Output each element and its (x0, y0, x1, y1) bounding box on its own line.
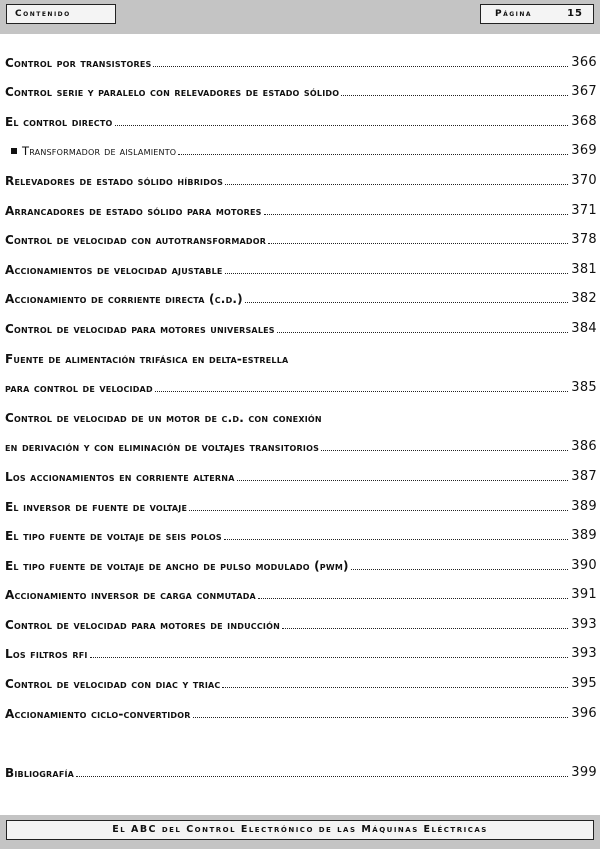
toc-entry-title-text: Control de velocidad para motores universales (5, 321, 275, 336)
dot-leader (225, 272, 569, 274)
toc-entry-title-text: en derivación y con eliminación de voltajes transitorios (5, 440, 320, 455)
dot-leader (222, 686, 568, 688)
dot-leader (341, 94, 568, 96)
toc-entry[interactable] (5, 165, 597, 195)
dot-leader (189, 509, 568, 511)
toc-entry-title-text: El tipo fuente de voltaje de seis polos (5, 529, 222, 544)
dot-leader (237, 479, 569, 481)
toc-entry-title (5, 676, 220, 698)
dot-leader (155, 390, 568, 392)
dot-leader (193, 716, 569, 718)
dot-leader (178, 153, 568, 155)
toc-entry-title (5, 232, 266, 254)
toc-entry[interactable] (5, 609, 597, 639)
dot-leader (115, 124, 569, 126)
toc-entry-page: 396 (571, 705, 597, 721)
toc-entry-title-text: El control directo (5, 114, 113, 129)
toc-entry-page: 393 (571, 646, 597, 662)
toc-entry-page: 381 (571, 261, 597, 277)
toc-entry[interactable] (5, 580, 597, 610)
toc-entry-title (5, 84, 339, 106)
toc-entry[interactable] (5, 373, 597, 403)
toc-entry-title (5, 351, 288, 373)
toc-entry[interactable] (5, 106, 597, 136)
toc-entry-title-text: Accionamiento ciclo-convertidor (5, 706, 191, 721)
toc-entry[interactable] (5, 254, 597, 284)
dot-leader (282, 627, 568, 629)
toc-entry[interactable] (5, 491, 597, 521)
toc-entry-page: 368 (571, 113, 597, 129)
toc-entry-title-text: Control de velocidad para motores de inducción (5, 617, 280, 632)
dot-leader (277, 331, 569, 333)
toc-entry-page: 382 (571, 291, 597, 307)
dot-leader (76, 775, 568, 777)
dot-leader (268, 242, 568, 244)
toc-entry-page: 390 (571, 557, 597, 573)
toc-entry-page: 369 (571, 143, 597, 159)
toc-entry[interactable] (5, 698, 597, 728)
toc-entry-title-text: Accionamiento de corriente directa (c.d.) (5, 292, 243, 307)
toc-entry-title-text: Relevadores de estado sólido híbridos (5, 173, 224, 188)
toc-entry[interactable] (5, 668, 597, 698)
toc-entry-title (5, 262, 223, 284)
toc-entry[interactable] (5, 757, 597, 787)
toc-entry-title-text: Control por transistores (5, 55, 152, 70)
toc-entry-title-text: Control serie y paralelo con relevadores de estado sólido (5, 85, 340, 100)
toc-entry-title-text: Transformador de aislamiento (22, 144, 177, 159)
toc-entry-title (5, 173, 223, 195)
toc-entry-page: 389 (571, 498, 597, 514)
dot-leader (321, 449, 568, 451)
toc-entry-page: 393 (571, 616, 597, 632)
toc-entry-title-text: Control de velocidad con autotransformador (5, 233, 267, 248)
page-footer (0, 815, 600, 849)
toc-entry-page: 395 (571, 676, 597, 692)
dot-leader (245, 301, 568, 303)
toc-entry-title-text: El inversor de fuente de voltaje (5, 499, 188, 514)
toc-entry-title-text: Accionamientos de velocidad ajustable (5, 262, 223, 277)
dot-leader (258, 597, 568, 599)
toc-entry-page: 386 (571, 439, 597, 455)
toc-entry[interactable] (5, 47, 597, 77)
toc-entry-title-text: Control de velocidad con diac y triac (5, 677, 221, 692)
toc-entry-title (5, 706, 191, 728)
toc-entry-page: 366 (571, 54, 597, 70)
toc-entry[interactable] (5, 313, 597, 343)
toc-entry-title-text: Bibliografía (5, 765, 75, 780)
toc-entry-title (5, 558, 349, 580)
dot-leader (351, 568, 569, 570)
toc-entry[interactable] (5, 521, 597, 551)
spacer (5, 728, 597, 758)
toc-entry[interactable] (5, 136, 597, 166)
dot-leader (90, 656, 569, 658)
toc-entry-title-text: Los accionamientos en corriente alterna (5, 469, 235, 484)
dot-leader (153, 65, 568, 67)
page-header (0, 0, 600, 34)
toc-entry-title (5, 439, 319, 461)
dot-leader (225, 183, 568, 185)
dot-leader (224, 538, 568, 540)
toc-entry-page: 385 (571, 380, 597, 396)
toc-entry-page: 378 (571, 232, 597, 248)
toc-entry-title (5, 291, 243, 313)
toc-entry-page: 391 (571, 587, 597, 603)
toc-entry-title-text: Control de velocidad de un motor de c.d. con conexión (5, 410, 322, 425)
section-label-box (6, 4, 116, 24)
toc-entry-page: 370 (571, 172, 597, 188)
page-number-box (480, 4, 594, 24)
toc-entry[interactable] (5, 461, 597, 491)
toc-entry-title (5, 469, 235, 491)
toc-entry[interactable] (5, 402, 597, 432)
toc-entry-title (5, 410, 322, 432)
toc-entry[interactable] (5, 284, 597, 314)
toc-entry-title-text: Accionamiento inversor de carga conmutada (5, 588, 256, 603)
toc-entry[interactable] (5, 432, 597, 462)
toc-entry[interactable] (5, 225, 597, 255)
toc-entry-title (5, 765, 74, 787)
book-title: El ABC del Control Electrónico de las Máquinas Eléctricas (112, 824, 488, 835)
toc-entry-page: 399 (571, 764, 597, 780)
toc-entry-title (5, 499, 187, 521)
toc-entry-title-text: Arrancadores de estado sólido para motores (5, 203, 262, 218)
square-bullet-icon (11, 148, 17, 154)
toc-entry-title (5, 617, 280, 639)
page-number: 15 (567, 8, 583, 19)
toc-entry[interactable] (5, 195, 597, 225)
section-label: Contenido (15, 9, 71, 19)
toc-entry-title-text: Fuente de alimentación trifásica en delta-estrella (5, 351, 289, 366)
toc-entry-title-text: El tipo fuente de voltaje de ancho de pulso modulado (pwm) (5, 558, 349, 573)
toc-entry-page: 387 (571, 468, 597, 484)
toc-entry-title-text: Los filtros rfi (5, 647, 88, 662)
toc-entry-title (5, 55, 151, 77)
page-label: Página (495, 9, 533, 19)
toc-entry-page: 389 (571, 528, 597, 544)
toc-entry-title (5, 528, 222, 550)
toc-entry[interactable] (5, 77, 597, 107)
toc-entry-title (5, 321, 275, 343)
toc-entry-title (5, 203, 262, 225)
toc-entry-title-text: para control de velocidad (5, 381, 153, 396)
toc-entry[interactable] (5, 550, 597, 580)
toc-entry[interactable] (5, 343, 597, 373)
toc-entry-title (5, 380, 153, 402)
toc-entry-title (5, 114, 113, 136)
table-of-contents (5, 47, 597, 787)
toc-entry[interactable] (5, 639, 597, 669)
dot-leader (264, 213, 569, 215)
toc-entry-page: 367 (571, 84, 597, 100)
toc-entry-page: 371 (571, 202, 597, 218)
toc-entry-title (5, 646, 88, 668)
toc-entry-page: 384 (571, 320, 597, 336)
footer-title-box (6, 820, 594, 840)
toc-entry-title (5, 143, 176, 165)
toc-entry-title (5, 587, 256, 609)
